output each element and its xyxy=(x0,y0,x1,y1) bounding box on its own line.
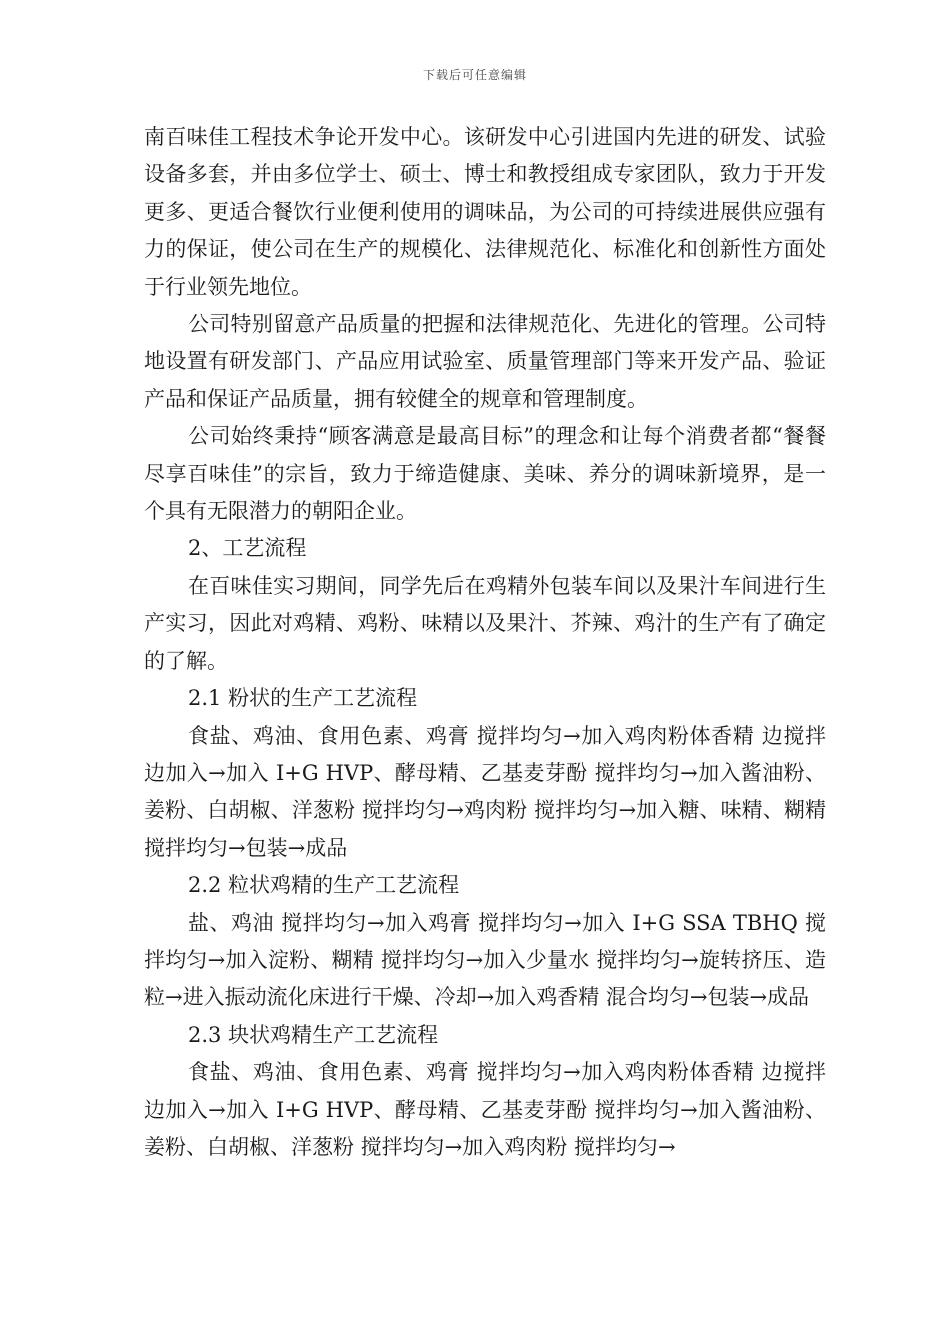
paragraph-philosophy: 公司始终秉持“顾客满意是最高目标”的理念和让每个消费者都“餐餐尽享百味佳”的宗旨，致力于缔造健康、美味、养分的调味新境界，是一个具有无限潜力的朝阳企业。 xyxy=(144,424,826,524)
paragraph-powder-process: 食盐、鸡油、食用色素、鸡膏 搅拌均匀→加入鸡肉粉体香精 边搅拌边加入→加入 I+G HVP、酵母精、乙基麦芽酚 搅拌均匀→加入酱油粉、姜粉、白胡椒、洋葱粉 搅拌均匀→鸡肉粉 搅拌均匀→加入糖、味精、糊精 搅拌均匀→包装→成品 xyxy=(144,723,826,860)
page-header: 下载后可任意编辑 xyxy=(422,68,527,82)
paragraph-internship: 在百味佳实习期间，同学先后在鸡精外包装车间以及果汁车间进行生产实习，因此对鸡精、鸡粉、味精以及果汁、芥辣、鸡汁的生产有了确定的了解。 xyxy=(144,573,826,673)
paragraph-block-process: 食盐、鸡油、食用色素、鸡膏 搅拌均匀→加入鸡肉粉体香精 边搅拌边加入→加入 I+G HVP、酵母精、乙基麦芽酚 搅拌均匀→加入酱油粉、姜粉、白胡椒、洋葱粉 搅拌均匀→加入鸡肉粉 搅拌均匀→ xyxy=(144,1060,826,1159)
paragraph-rd-center: 南百味佳工程技术争论开发中心。该研发中心引进国内先进的研发、试验设备多套，并由多位学士、硕士、博士和教授组成专家团队，致力于开发更多、更适合餐饮行业便利使用的调味品，为公司的可持续进展供应强有力的保证，使公司在生产的规模化、法律规范化、标准化和创新性方面处于行业领先地位。 xyxy=(144,125,826,299)
document-body xyxy=(144,119,826,1166)
paragraph-granular-process: 盐、鸡油 搅拌均匀→加入鸡膏 搅拌均匀→加入 I+G SSA TBHQ 搅拌均匀→加入淀粉、糊精 搅拌均匀→加入少量水 搅拌均匀→旋转挤压、造粒→进入振动流化床进行干燥、冷却→加入鸡香精 混合均匀→包装→成品 xyxy=(144,910,826,1010)
subheading-granular: 2.2 粒状鸡精的生产工艺流程 xyxy=(188,873,460,898)
subheading-block: 2.3 块状鸡精生产工艺流程 xyxy=(188,1022,439,1047)
paragraph-quality: 公司特别留意产品质量的把握和法律规范化、先进化的管理。公司特地设置有研发部门、产品应用试验室、质量管理部门等来开发产品、验证产品和保证产品质量，拥有较健全的规章和管理制度。 xyxy=(144,312,826,411)
section-heading-process: 2、工艺流程 xyxy=(188,536,307,561)
subheading-powder: 2.1 粉状的生产工艺流程 xyxy=(188,686,418,711)
